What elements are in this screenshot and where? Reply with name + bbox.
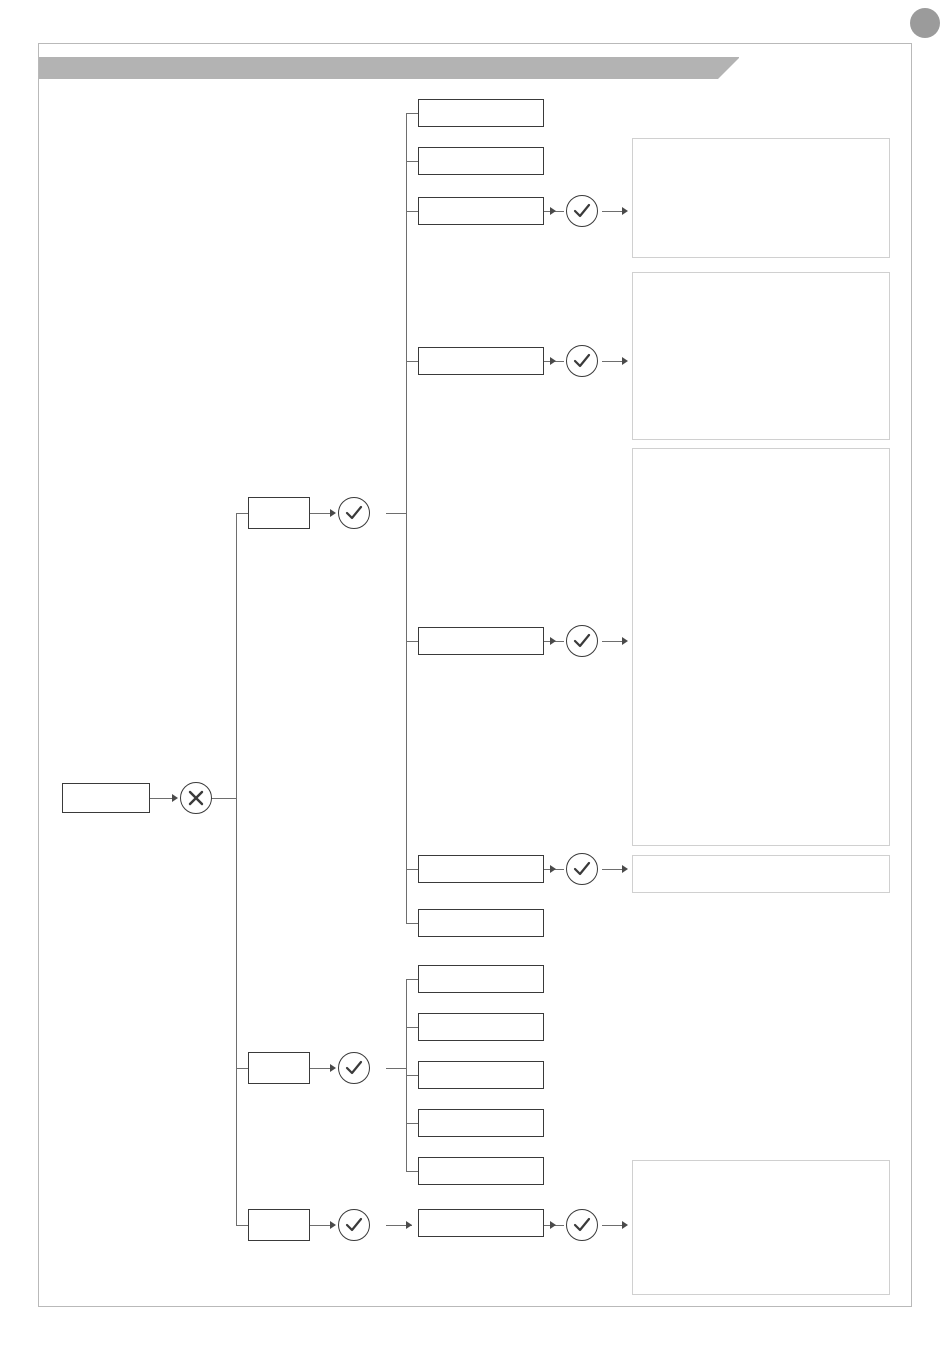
arrowhead-icon xyxy=(406,1221,412,1229)
arrowhead-icon xyxy=(330,1221,336,1229)
connector-branch2-d2 xyxy=(406,1027,418,1028)
connector-trunk-to-b1 xyxy=(236,513,248,514)
node-c2[interactable] xyxy=(418,147,544,175)
header-band xyxy=(39,57,739,79)
panel-4 xyxy=(632,855,890,893)
panel-1 xyxy=(632,138,890,258)
panel-5 xyxy=(632,1160,890,1295)
connector-check1-to-branch xyxy=(386,513,406,514)
arrowhead-icon xyxy=(330,1064,336,1072)
node-d5[interactable] xyxy=(418,1157,544,1185)
node-c4[interactable] xyxy=(418,347,544,375)
connector-branch2-d5 xyxy=(406,1171,418,1172)
node-c7[interactable] xyxy=(418,909,544,937)
circle-check-icon[interactable] xyxy=(338,1052,370,1084)
header-band-corner-cut xyxy=(718,57,740,79)
connector-branch2-d3 xyxy=(406,1075,418,1076)
panel-2 xyxy=(632,272,890,440)
arrowhead-icon xyxy=(550,865,556,873)
circle-check-icon[interactable] xyxy=(566,195,598,227)
arrowhead-icon xyxy=(622,1221,628,1229)
connector-branch1-c5 xyxy=(406,641,418,642)
circle-cross-icon[interactable] xyxy=(180,782,212,814)
node-c1[interactable] xyxy=(418,99,544,127)
connector-b1-to-check xyxy=(310,513,330,514)
connector-check2-to-branch xyxy=(386,1068,406,1069)
node-c3[interactable] xyxy=(418,197,544,225)
trunk-vertical xyxy=(236,513,237,1225)
connector-trunk-to-b3 xyxy=(236,1225,248,1226)
connector-branch1-c6 xyxy=(406,869,418,870)
circle-check-icon[interactable] xyxy=(566,625,598,657)
connector-branch1-c1 xyxy=(406,113,418,114)
arrowhead-icon xyxy=(622,357,628,365)
arrowhead-icon xyxy=(622,207,628,215)
connector-trunk-to-b2 xyxy=(236,1068,248,1069)
node-d3[interactable] xyxy=(418,1061,544,1089)
page-marker-dot xyxy=(910,8,940,38)
connector-b2-to-check xyxy=(310,1068,330,1069)
circle-check-icon[interactable] xyxy=(338,1209,370,1241)
node-d2[interactable] xyxy=(418,1013,544,1041)
connector-branch1-c2 xyxy=(406,161,418,162)
node-c5[interactable] xyxy=(418,627,544,655)
arrowhead-icon xyxy=(172,794,178,802)
connector-branch1-c3 xyxy=(406,211,418,212)
node-e1[interactable] xyxy=(418,1209,544,1237)
node-b3[interactable] xyxy=(248,1209,310,1241)
node-b1[interactable] xyxy=(248,497,310,529)
connector-root-to-cross xyxy=(150,798,172,799)
panel-3 xyxy=(632,448,890,846)
node-c6[interactable] xyxy=(418,855,544,883)
node-d1[interactable] xyxy=(418,965,544,993)
node-d4[interactable] xyxy=(418,1109,544,1137)
circle-check-icon[interactable] xyxy=(338,497,370,529)
connector-b3-to-check xyxy=(310,1225,330,1226)
arrowhead-icon xyxy=(622,865,628,873)
circle-check-icon[interactable] xyxy=(566,1209,598,1241)
circle-check-icon[interactable] xyxy=(566,345,598,377)
node-b2[interactable] xyxy=(248,1052,310,1084)
circle-check-icon[interactable] xyxy=(566,853,598,885)
connector-branch2-d4 xyxy=(406,1123,418,1124)
branch1-vertical xyxy=(406,113,407,923)
connector-branch2-d1 xyxy=(406,979,418,980)
arrowhead-icon xyxy=(550,357,556,365)
arrowhead-icon xyxy=(622,637,628,645)
connector-branch1-c7 xyxy=(406,923,418,924)
arrowhead-icon xyxy=(330,509,336,517)
connector-branch1-c4 xyxy=(406,361,418,362)
node-root[interactable] xyxy=(62,783,150,813)
arrowhead-icon xyxy=(550,1221,556,1229)
connector-cross-to-trunk xyxy=(208,798,236,799)
arrowhead-icon xyxy=(550,637,556,645)
arrowhead-icon xyxy=(550,207,556,215)
